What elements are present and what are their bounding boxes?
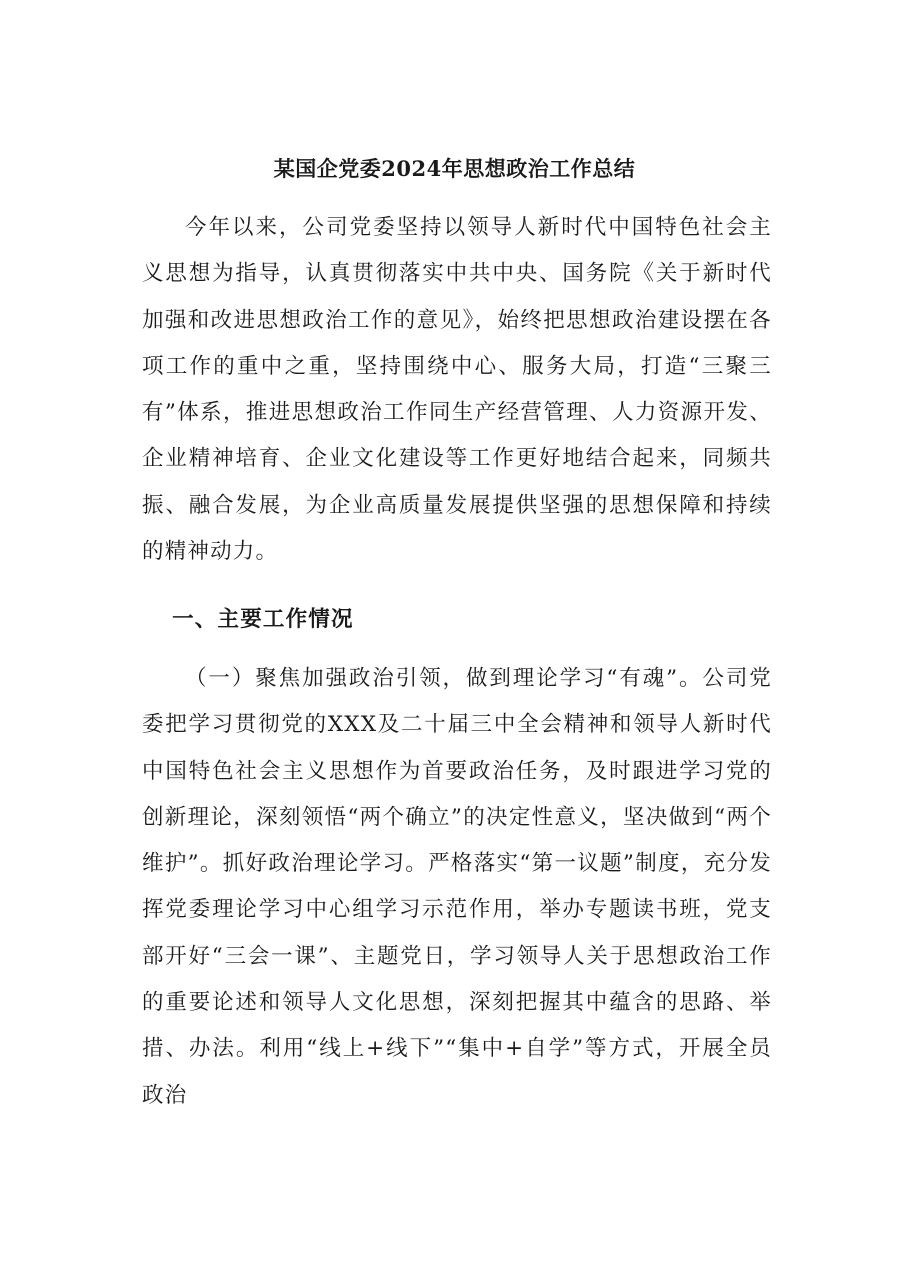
document-title: 某国企党委2024年思想政治工作总结 bbox=[273, 156, 636, 181]
section-heading-main-work: 一、主要工作情况 bbox=[172, 607, 354, 632]
subsection-paragraph-political-guidance: （一）聚焦加强政治引领，做到理论学习“有魂”。公司党委把学习贯彻党的XXX及二十届三中全会精神和领导人新时代中国特色社会主义思想作为首要政治任务，及时跟进学习党的创新理论，深刻领悟“两个确立”的决定性意义，坚决做到“两个维护”。抓好政治理论学习。严格落实“第一议题”制度，充分发挥党委理论学习中心组学习示范作用，举办专题读书班，党支部开好“三会一课”、主题党日，学习领导人关于思想政治工作的重要论述和领导人文化思想，深刻把握其中蕴含的思路、举措、办法。利用“线上+线下”“集中+自学”等方式，开展全员政治 bbox=[142, 666, 772, 1108]
intro-paragraph: 今年以来，公司党委坚持以领导人新时代中国特色社会主义思想为指导，认真贯彻落实中共中央、国务院《关于新时代加强和改进思想政治工作的意见》，始终把思想政治建设摆在各项工作的重中之重，坚持围绕中心、服务大局，打造“三聚三有”体系，推进思想政治工作同生产经营管理、人力资源开发、企业精神培育、企业文化建设等工作更好地结合起来，同频共振、融合发展，为企业高质量发展提供坚强的思想保障和持续的精神动力。 bbox=[142, 215, 772, 565]
